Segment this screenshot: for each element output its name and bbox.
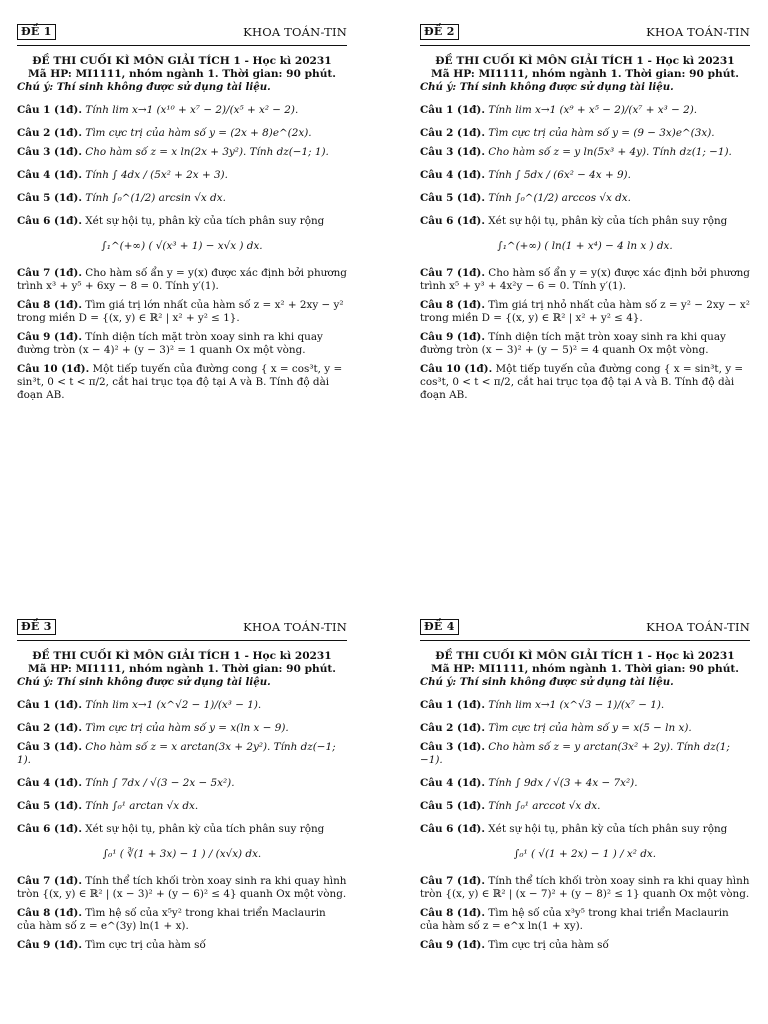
question: Câu 3 (1đ). Cho hàm số z = y arctan(3x² + 2y). Tính dz(1; −1).: [420, 741, 730, 767]
question: Câu 3 (1đ). Cho hàm số z = x arctan(3x + 2y²). Tính dz(−1; 1).: [17, 741, 336, 767]
exam-title: ĐỀ THI CUỐI KÌ MÔN GIẢI TÍCH 1 - Học kì 20231: [435, 55, 735, 67]
exam-title: ĐỀ THI CUỐI KÌ MÔN GIẢI TÍCH 1 - Học kì 20231: [32, 650, 332, 662]
exam-header: [420, 22, 750, 46]
display-formula: ∫₁^(+∞) ( ln(1 + x⁴) − 4 ln x ) dx.: [497, 240, 673, 253]
question: Câu 8 (1đ). Tìm hệ số của x⁵y² trong khai triển Maclaurin của hàm số z = e^(3y) ln(1 + x).: [17, 907, 326, 933]
question: Câu 4 (1đ). Tính ∫ 4dx / (5x² + 2x + 3).: [17, 169, 228, 182]
department: KHOA TOÁN-TIN: [646, 24, 750, 39]
exam-code: ĐỀ 4: [420, 619, 459, 635]
question: Câu 6 (1đ). Xét sự hội tụ, phân kỳ của tích phân suy rộng: [420, 823, 728, 836]
exam-code: ĐỀ 2: [420, 24, 459, 40]
question: Câu 9 (1đ). Tính diện tích mặt tròn xoay sinh ra khi quay đường tròn (x − 4)² + (y − 3)² = 1 quanh Ox một vòng.: [17, 331, 323, 357]
question: Câu 2 (1đ). Tìm cực trị của hàm số y = x(5 − ln x).: [420, 722, 692, 735]
display-formula: ∫₁^(+∞) ( √(x³ + 1) − x√x ) dx.: [101, 240, 263, 253]
exam-header: [17, 22, 347, 46]
department: KHOA TOÁN-TIN: [243, 619, 347, 634]
question: Câu 8 (1đ). Tìm giá trị nhỏ nhất của hàm số z = y² − 2xy − x² trong miền D = {(x, y) ∈ ℝ² | x² + y² ≤ 4}.: [420, 299, 750, 325]
question: Câu 7 (1đ). Cho hàm số ẩn y = y(x) được xác định bởi phương trình x⁵ + y³ + 4x²y − 6 = 0. Tính y′(1).: [420, 267, 750, 293]
question: Câu 3 (1đ). Cho hàm số z = y ln(5x³ + 4y). Tính dz(1; −1).: [420, 146, 732, 159]
question: Câu 7 (1đ). Tính thể tích khối tròn xoay sinh ra khi quay hình tròn {(x, y) ∈ ℝ² | (x − 3)² + (y − 6)² ≤ 4} quanh Ox một vòng.: [17, 875, 347, 901]
exam-note: Chú ý: Thí sinh không được sử dụng tài liệu.: [17, 81, 271, 94]
question: Câu 2 (1đ). Tìm cực trị của hàm số y = x(ln x − 9).: [17, 722, 289, 735]
exam-panel-1: [17, 22, 347, 408]
question: Câu 1 (1đ). Tính lim x→1 (x⁹ + x⁵ − 2)/(x⁷ + x³ − 2).: [420, 104, 698, 117]
display-formula: ∫₀¹ ( ∛(1 + 3x) − 1 ) / (x√x) dx.: [102, 848, 262, 861]
question: Câu 5 (1đ). Tính ∫₀^(1/2) arccos √x dx.: [420, 192, 631, 205]
department: KHOA TOÁN-TIN: [243, 24, 347, 39]
question: Câu 1 (1đ). Tính lim x→1 (x¹⁰ + x⁷ − 2)/(x⁵ + x² − 2).: [17, 104, 299, 117]
question: Câu 7 (1đ). Tính thể tích khối tròn xoay sinh ra khi quay hình tròn {(x, y) ∈ ℝ² | (x − 7)² + (y − 8)² ≤ 1} quanh Ox một vòng.: [420, 875, 750, 901]
exam-code: ĐỀ 3: [17, 619, 56, 635]
exam-subtitle: Mã HP: MI1111, nhóm ngành 1. Thời gian: 90 phút.: [431, 663, 739, 676]
question: Câu 1 (1đ). Tính lim x→1 (x^√3 − 1)/(x⁷ − 1).: [420, 699, 665, 712]
question: Câu 6 (1đ). Xét sự hội tụ, phân kỳ của tích phân suy rộng: [420, 215, 728, 228]
department: KHOA TOÁN-TIN: [646, 619, 750, 634]
display-formula: ∫₀¹ ( √(1 + 2x) − 1 ) / x² dx.: [513, 848, 657, 861]
question: Câu 4 (1đ). Tính ∫ 9dx / √(3 + 4x − 7x²).: [420, 777, 638, 790]
exam-subtitle: Mã HP: MI1111, nhóm ngành 1. Thời gian: 90 phút.: [431, 68, 739, 81]
question: Câu 10 (1đ). Một tiếp tuyến của đường cong { x = sin³t, y = cos³t, 0 < t < π/2, cắt hai trục tọa độ tại A và B. Tính độ dài đoạn AB.: [420, 363, 744, 402]
question: Câu 4 (1đ). Tính ∫ 7dx / √(3 − 2x − 5x²).: [17, 777, 235, 790]
question: Câu 3 (1đ). Cho hàm số z = x ln(2x + 3y²). Tính dz(−1; 1).: [17, 146, 329, 159]
exam-header: [420, 617, 750, 641]
question: Câu 2 (1đ). Tìm cực trị của hàm số y = (9 − 3x)e^(3x).: [420, 127, 715, 140]
question: Câu 10 (1đ). Một tiếp tuyến của đường cong { x = cos³t, y = sin³t, 0 < t < π/2, cắt hai trục tọa độ tại A và B. Tính độ dài đoạn AB.: [17, 363, 343, 402]
question: Câu 8 (1đ). Tìm hệ số của x³y⁵ trong khai triển Maclaurin của hàm số z = e^x ln(1 + xy).: [420, 907, 729, 933]
exam-subtitle: Mã HP: MI1111, nhóm ngành 1. Thời gian: 90 phút.: [28, 68, 336, 81]
question: Câu 7 (1đ). Cho hàm số ẩn y = y(x) được xác định bởi phương trình x³ + y⁵ + 6xy − 8 = 0. Tính y′(1).: [17, 267, 347, 293]
question: Câu 2 (1đ). Tìm cực trị của hàm số y = (2x + 8)e^(2x).: [17, 127, 312, 140]
question: Câu 5 (1đ). Tính ∫₀^(1/2) arcsin √x dx.: [17, 192, 226, 205]
exam-note: Chú ý: Thí sinh không được sử dụng tài liệu.: [420, 81, 674, 94]
exam-note: Chú ý: Thí sinh không được sử dụng tài liệu.: [17, 676, 271, 689]
question: Câu 8 (1đ). Tìm giá trị lớn nhất của hàm số z = x² + 2xy − y² trong miền D = {(x, y) ∈ ℝ² | x² + y² ≤ 1}.: [17, 299, 344, 325]
question: Câu 5 (1đ). Tính ∫₀¹ arccot √x dx.: [420, 800, 601, 813]
question: Câu 4 (1đ). Tính ∫ 5dx / (6x² − 4x + 9).: [420, 169, 631, 182]
exam-header: [17, 617, 347, 641]
exam-title: ĐỀ THI CUỐI KÌ MÔN GIẢI TÍCH 1 - Học kì 20231: [435, 650, 735, 662]
question: Câu 1 (1đ). Tính lim x→1 (x^√2 − 1)/(x³ − 1).: [17, 699, 262, 712]
question: Câu 6 (1đ). Xét sự hội tụ, phân kỳ của tích phân suy rộng: [17, 823, 325, 836]
exam-panel-3: [17, 617, 347, 958]
exam-panel-2: [420, 22, 750, 408]
question: Câu 9 (1đ). Tính diện tích mặt tròn xoay sinh ra khi quay đường tròn (x − 3)² + (y − 5)² = 4 quanh Ox một vòng.: [420, 331, 726, 357]
question: Câu 9 (1đ). Tìm cực trị của hàm số: [420, 939, 609, 952]
question: Câu 9 (1đ). Tìm cực trị của hàm số: [17, 939, 206, 952]
exam-note: Chú ý: Thí sinh không được sử dụng tài liệu.: [420, 676, 674, 689]
exam-code: ĐỀ 1: [17, 24, 56, 40]
exam-panel-4: [420, 617, 750, 958]
question: Câu 5 (1đ). Tính ∫₀¹ arctan √x dx.: [17, 800, 199, 813]
exam-title: ĐỀ THI CUỐI KÌ MÔN GIẢI TÍCH 1 - Học kì 20231: [32, 55, 332, 67]
exam-subtitle: Mã HP: MI1111, nhóm ngành 1. Thời gian: 90 phút.: [28, 663, 336, 676]
question: Câu 6 (1đ). Xét sự hội tụ, phân kỳ của tích phân suy rộng: [17, 215, 325, 228]
